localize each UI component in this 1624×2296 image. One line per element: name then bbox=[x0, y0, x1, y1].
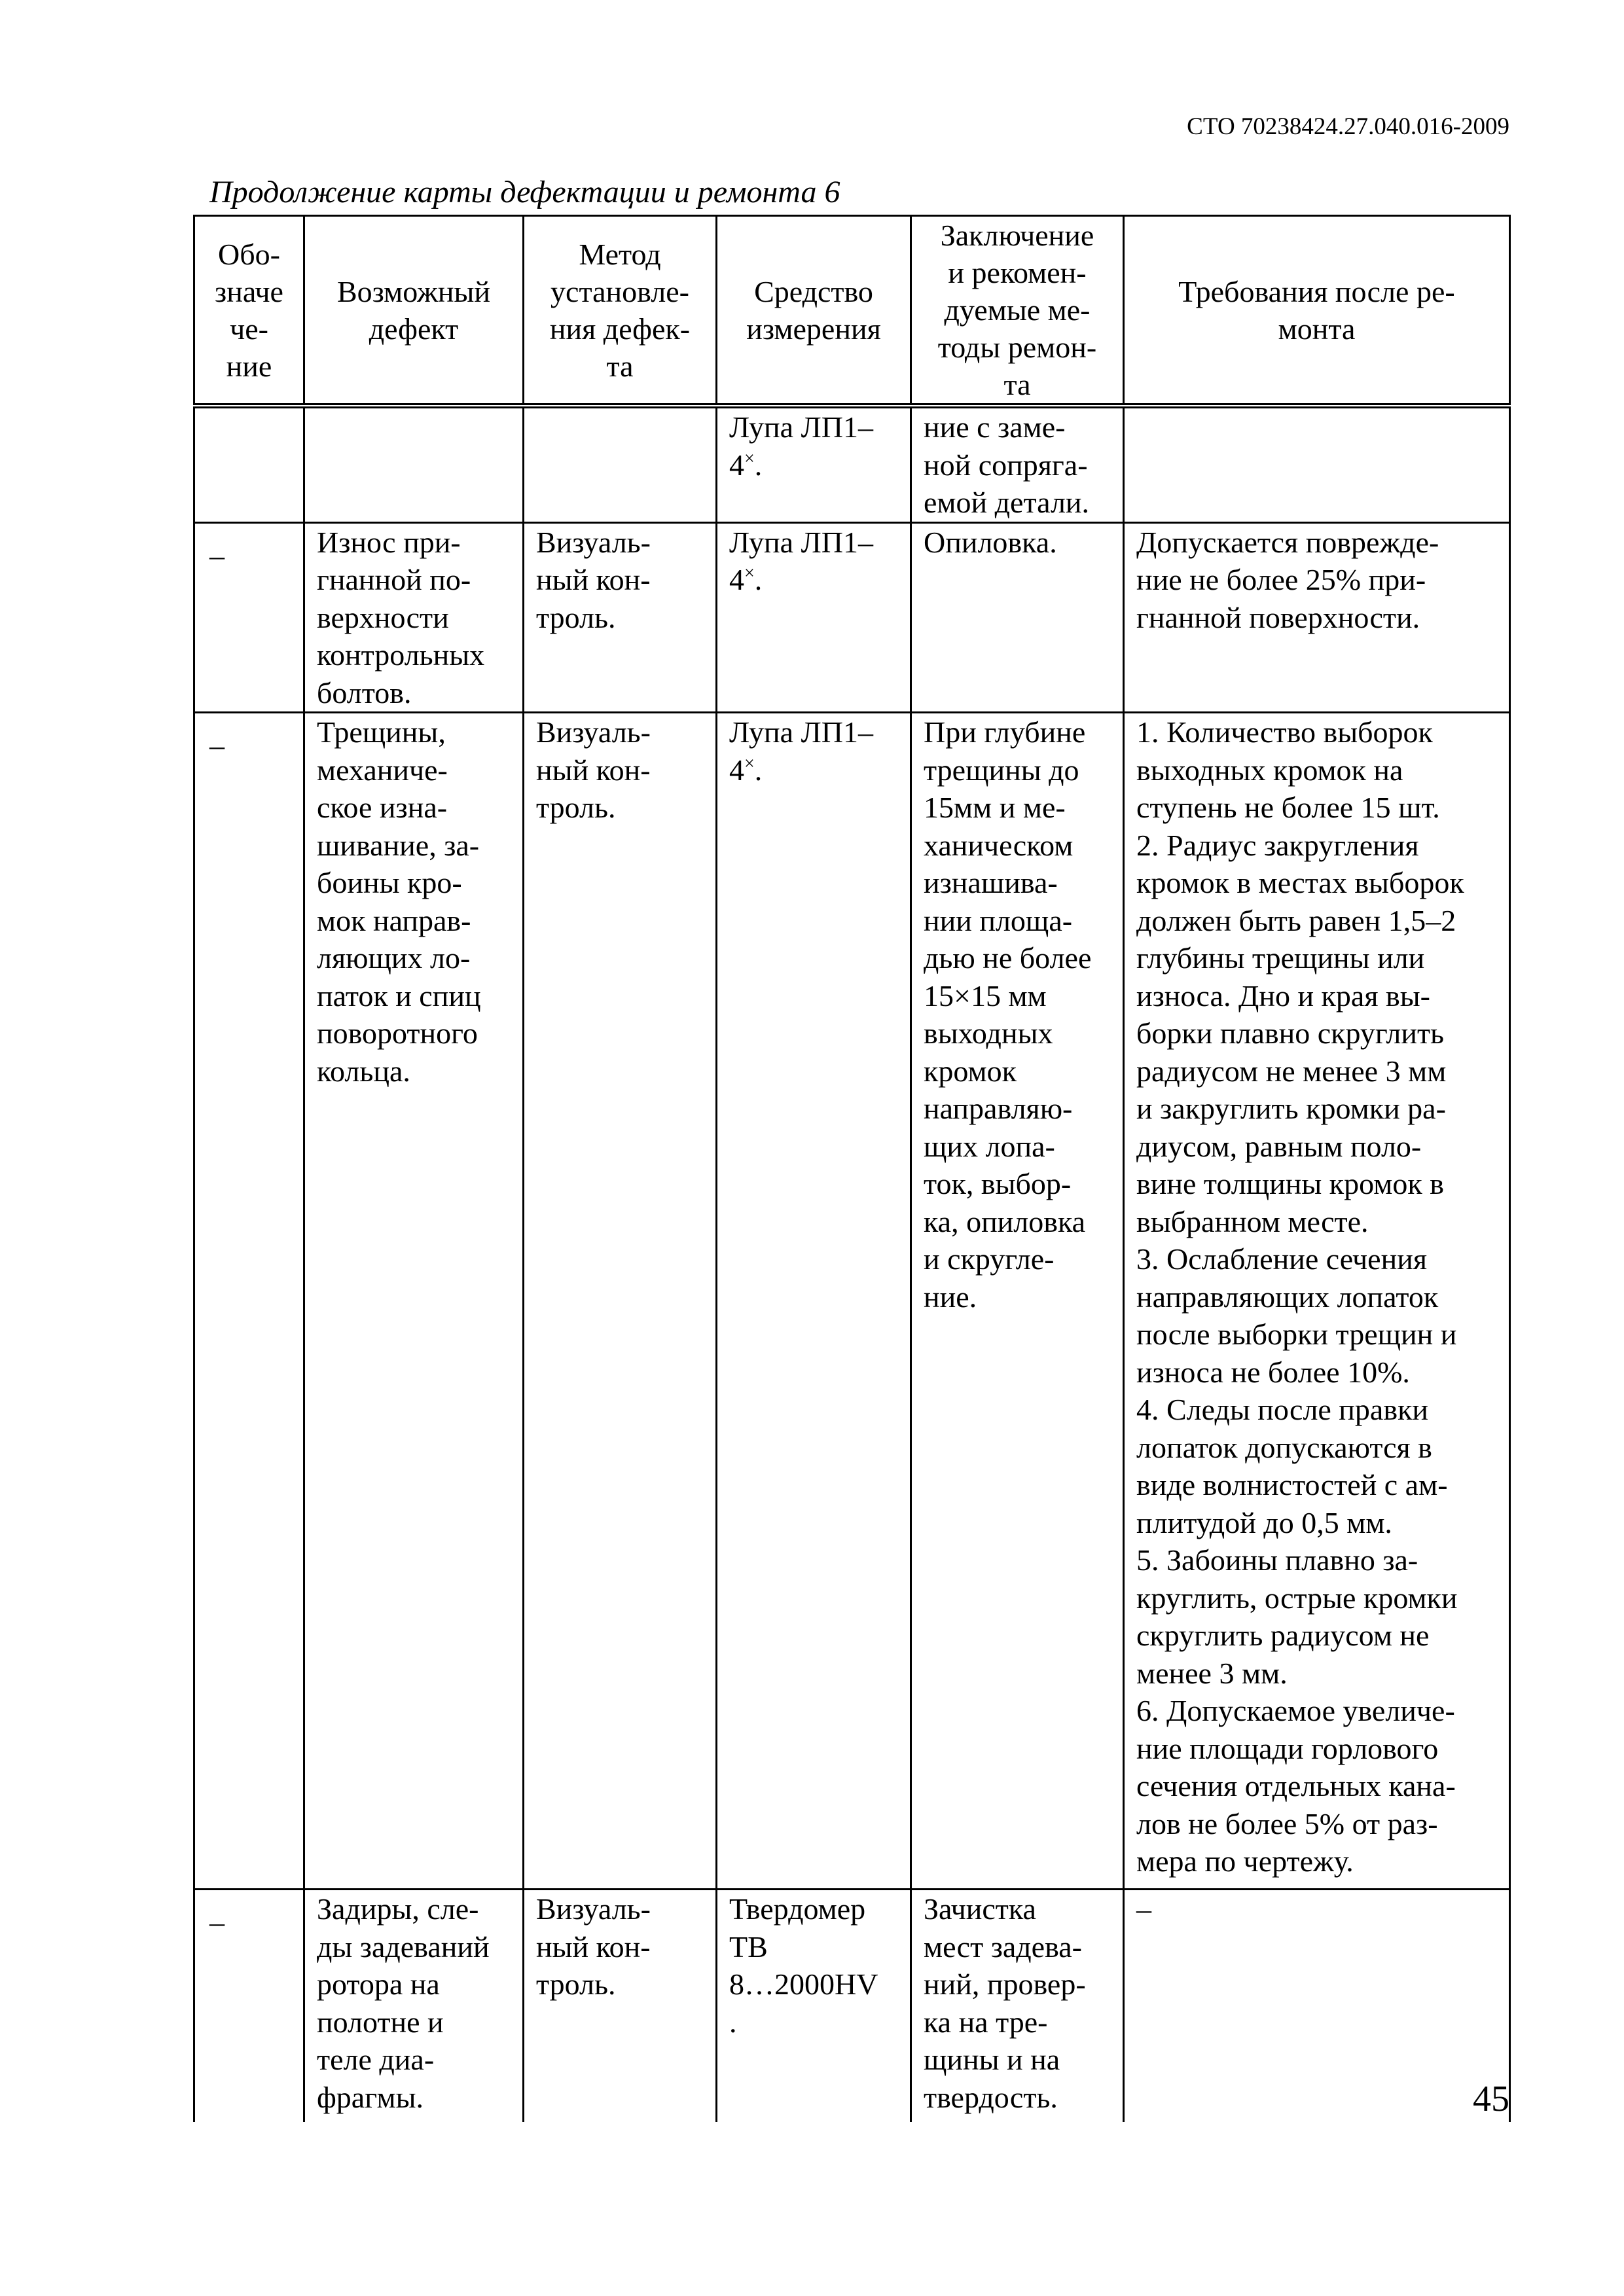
requirements-line: износа. Дно и края вы- bbox=[1136, 978, 1430, 1013]
header-line: значе bbox=[215, 274, 283, 308]
method-line: ный кон- bbox=[536, 753, 651, 787]
requirements-line: вине толщины кромок в bbox=[1136, 1167, 1444, 1200]
conclusion-line: изнашива- bbox=[924, 866, 1058, 899]
defect-line: Трещины, bbox=[317, 715, 446, 749]
method-line: троль. bbox=[536, 600, 616, 634]
conclusion-line: ние с заме- bbox=[924, 410, 1066, 444]
header-line: Заключение bbox=[940, 219, 1094, 252]
conclusion-line: Опиловка. bbox=[924, 525, 1057, 559]
requirements-line: виде волнистостей с ам- bbox=[1136, 1468, 1448, 1501]
header-line: и рекомен- bbox=[948, 256, 1087, 289]
defect-line: мок направ- bbox=[317, 903, 471, 937]
cell-defect bbox=[304, 406, 524, 522]
header-line: Возможный bbox=[336, 274, 491, 308]
conclusion-line: ний, провер- bbox=[924, 1967, 1086, 2001]
method-line: ный кон- bbox=[536, 563, 651, 596]
conclusion-line: твердость. bbox=[924, 2080, 1058, 2114]
conclusion-line: ка, опиловка bbox=[924, 1204, 1086, 1238]
tool-line: 8…2000HV bbox=[729, 1967, 878, 2001]
tool-line: Лупа ЛП1– bbox=[729, 525, 874, 559]
requirements-line: – bbox=[1136, 1892, 1151, 1926]
column-header-method bbox=[524, 216, 717, 406]
method-line: Визуаль- bbox=[536, 715, 651, 749]
conclusion-line: щины и на bbox=[924, 2043, 1060, 2076]
cell-conclusion bbox=[911, 1890, 1124, 2122]
conclusion-line: направляю- bbox=[924, 1092, 1073, 1125]
cell-conclusion bbox=[911, 406, 1124, 522]
requirements-line: и закруглить кромки ра- bbox=[1136, 1092, 1446, 1125]
method-line: Визуаль- bbox=[536, 525, 651, 559]
defect-line: полотне и bbox=[317, 2005, 444, 2039]
conclusion-line: При глубине bbox=[924, 715, 1086, 749]
column-header-requirements bbox=[1124, 216, 1510, 406]
requirements-line: Допускается поврежде- bbox=[1136, 525, 1439, 559]
method-line: троль. bbox=[536, 791, 616, 824]
tool-line: ТВ bbox=[729, 1929, 768, 1964]
conclusion-line: ние. bbox=[924, 1280, 977, 1314]
cell-requirements bbox=[1124, 713, 1510, 1890]
cell-conclusion bbox=[911, 713, 1124, 1890]
conclusion-line: 15×15 мм bbox=[924, 978, 1047, 1013]
tool-line: 4×. bbox=[729, 753, 763, 787]
requirements-line: лов не более 5% от раз- bbox=[1136, 1806, 1438, 1840]
defect-line: паток и спиц bbox=[317, 978, 481, 1013]
cell-defect bbox=[304, 522, 524, 713]
requirements-line: скруглить радиусом не bbox=[1136, 1619, 1430, 1652]
table-row bbox=[194, 713, 1510, 1890]
conclusion-line: ханическом bbox=[924, 828, 1074, 862]
defect-line: ротора на bbox=[317, 1967, 440, 2001]
conclusion-line: ной сопряга- bbox=[924, 448, 1088, 482]
cell-tool bbox=[717, 713, 911, 1890]
defect-line: верхности bbox=[317, 600, 449, 634]
header-line: монта bbox=[1278, 312, 1356, 346]
header-line: дефект bbox=[369, 312, 459, 346]
tool-line: Твердомер bbox=[729, 1892, 866, 1926]
table-row bbox=[194, 522, 1510, 713]
table-row bbox=[194, 406, 1510, 522]
cell-requirements bbox=[1124, 406, 1510, 522]
defect-line: Износ при- bbox=[317, 525, 461, 559]
method-line: ный кон- bbox=[536, 1929, 651, 1964]
cell-tool bbox=[717, 522, 911, 713]
table-row bbox=[194, 1890, 1510, 2122]
requirements-line: 3. Ослабление сечения bbox=[1136, 1242, 1427, 1276]
defect-line: шивание, за- bbox=[317, 828, 480, 862]
tool-line: . bbox=[729, 2005, 737, 2039]
defect-line: гнанной по- bbox=[317, 563, 471, 596]
cell-symbol: – bbox=[194, 522, 304, 713]
cell-method bbox=[524, 1890, 717, 2122]
requirements-line: круглить, острые кромки bbox=[1136, 1581, 1458, 1615]
requirements-line: борки плавно скруглить bbox=[1136, 1016, 1445, 1050]
defect-line: механиче- bbox=[317, 753, 448, 787]
tool-tail: . bbox=[754, 753, 763, 787]
conclusion-line: мест задева- bbox=[924, 1929, 1082, 1964]
cell-defect bbox=[304, 1890, 524, 2122]
conclusion-line: ка на тре- bbox=[924, 2005, 1048, 2039]
header-line: установле- bbox=[550, 274, 689, 308]
header-line: ния дефек- bbox=[549, 312, 691, 346]
requirements-line: кромок в местах выборок bbox=[1136, 866, 1464, 899]
table-header-row bbox=[194, 216, 1510, 406]
requirements-line: менее 3 мм. bbox=[1136, 1656, 1288, 1690]
defect-line: фрагмы. bbox=[317, 2080, 424, 2114]
conclusion-line: трещины до bbox=[924, 753, 1079, 787]
requirements-line: ние не более 25% при- bbox=[1136, 563, 1426, 596]
tool-line: 4×. bbox=[729, 563, 763, 596]
conclusion-line: Зачистка bbox=[924, 1892, 1036, 1926]
conclusion-line: выходных bbox=[924, 1016, 1053, 1050]
magnification-superscript: × bbox=[744, 753, 755, 774]
requirements-line: гнанной поверхности. bbox=[1136, 600, 1420, 634]
cell-symbol bbox=[194, 406, 304, 522]
cell-defect bbox=[304, 713, 524, 1890]
document-code: СТО 70238424.27.040.016-2009 bbox=[1187, 113, 1509, 140]
defect-line: кольца. bbox=[317, 1054, 410, 1088]
defect-line: ды задеваний bbox=[317, 1929, 490, 1964]
cell-tool bbox=[717, 406, 911, 522]
conclusion-line: нии площа- bbox=[924, 903, 1073, 937]
cell-symbol: – bbox=[194, 1890, 304, 2122]
requirements-line: сечения отдельных кана- bbox=[1136, 1769, 1456, 1803]
column-header-symbol bbox=[194, 216, 304, 406]
defect-line: ское изна- bbox=[317, 791, 448, 824]
conclusion-line: дью не более bbox=[924, 941, 1092, 975]
requirements-line: 5. Забоины плавно за- bbox=[1136, 1543, 1418, 1577]
requirements-line: должен быть равен 1,5–2 bbox=[1136, 903, 1456, 937]
cell-method bbox=[524, 713, 717, 1890]
requirements-line: после выборки трещин и bbox=[1136, 1318, 1457, 1351]
header-line: че- bbox=[230, 312, 268, 346]
magnification-superscript: × bbox=[744, 563, 755, 584]
conclusion-line: 15мм и ме- bbox=[924, 791, 1066, 824]
column-header-conclusion bbox=[911, 216, 1124, 406]
requirements-line: 4. Следы после правки bbox=[1136, 1393, 1429, 1426]
requirements-line: радиусом не менее 3 мм bbox=[1136, 1054, 1447, 1088]
conclusion-line: ток, выбор- bbox=[924, 1167, 1072, 1200]
header-line: тоды ремон- bbox=[937, 331, 1097, 364]
cell-requirements bbox=[1124, 1890, 1510, 2122]
cell-symbol: – bbox=[194, 713, 304, 1890]
tool-tail: . bbox=[754, 563, 763, 596]
requirements-line: 1. Количество выборок bbox=[1136, 715, 1433, 749]
tool-line: 4×. bbox=[729, 448, 763, 482]
requirements-line: износа не более 10%. bbox=[1136, 1355, 1410, 1389]
tool-tail: . bbox=[754, 448, 763, 482]
magnification-superscript: × bbox=[744, 448, 755, 469]
requirements-line: 6. Допускаемое увеличе- bbox=[1136, 1694, 1455, 1727]
requirements-line: выходных кромок на bbox=[1136, 753, 1403, 787]
requirements-line: 2. Радиус закругления bbox=[1136, 828, 1419, 862]
header-line: та bbox=[606, 349, 634, 383]
requirements-line: направляющих лопаток bbox=[1136, 1280, 1439, 1314]
requirements-line: выбранном месте. bbox=[1136, 1204, 1369, 1238]
cell-method bbox=[524, 406, 717, 522]
header-line: Средство bbox=[754, 274, 873, 308]
defect-repair-table bbox=[193, 215, 1511, 2122]
defect-line: контрольных bbox=[317, 638, 485, 672]
cell-tool bbox=[717, 1890, 911, 2122]
requirements-line: ние площади горлового bbox=[1136, 1731, 1439, 1765]
tool-line: Лупа ЛП1– bbox=[729, 410, 874, 444]
header-line: измерения bbox=[746, 312, 881, 346]
column-header-defect bbox=[304, 216, 524, 406]
cell-method bbox=[524, 522, 717, 713]
method-line: троль. bbox=[536, 1967, 616, 2001]
defect-line: ляющих ло- bbox=[317, 941, 471, 975]
defect-line: боины кро- bbox=[317, 866, 462, 899]
requirements-line: диусом, равным поло- bbox=[1136, 1129, 1422, 1163]
cell-conclusion bbox=[911, 522, 1124, 713]
conclusion-line: кромок bbox=[924, 1054, 1017, 1088]
requirements-line: лопаток допускаются в bbox=[1136, 1430, 1432, 1464]
conclusion-line: емой детали. bbox=[924, 486, 1090, 519]
defect-line: болтов. bbox=[317, 675, 412, 709]
conclusion-line: щих лопа- bbox=[924, 1129, 1055, 1163]
header-line: Обо- bbox=[218, 237, 280, 271]
requirements-line: плитудой до 0,5 мм. bbox=[1136, 1505, 1392, 1539]
requirements-line: глубины трещины или bbox=[1136, 941, 1425, 975]
requirements-line: мера по чертежу. bbox=[1136, 1844, 1354, 1878]
header-line: ние bbox=[226, 349, 272, 383]
requirements-line: ступень не более 15 шт. bbox=[1136, 791, 1440, 824]
defect-line: Задиры, сле- bbox=[317, 1892, 479, 1926]
page-number: 45 bbox=[1473, 2079, 1509, 2119]
table-caption: Продолжение карты дефектации и ремонта 6 bbox=[209, 175, 840, 209]
header-line: дуемые ме- bbox=[944, 293, 1091, 327]
column-header-tool bbox=[717, 216, 911, 406]
method-line: Визуаль- bbox=[536, 1892, 651, 1926]
cell-requirements bbox=[1124, 522, 1510, 713]
tool-line: Лупа ЛП1– bbox=[729, 715, 874, 749]
conclusion-line: и скругле- bbox=[924, 1242, 1055, 1276]
header-line: Требования после ре- bbox=[1178, 274, 1455, 308]
defect-line: теле диа- bbox=[317, 2043, 435, 2076]
header-line: Метод bbox=[579, 237, 661, 271]
defect-line: поворотного bbox=[317, 1016, 478, 1050]
header-line: та bbox=[1003, 368, 1031, 401]
